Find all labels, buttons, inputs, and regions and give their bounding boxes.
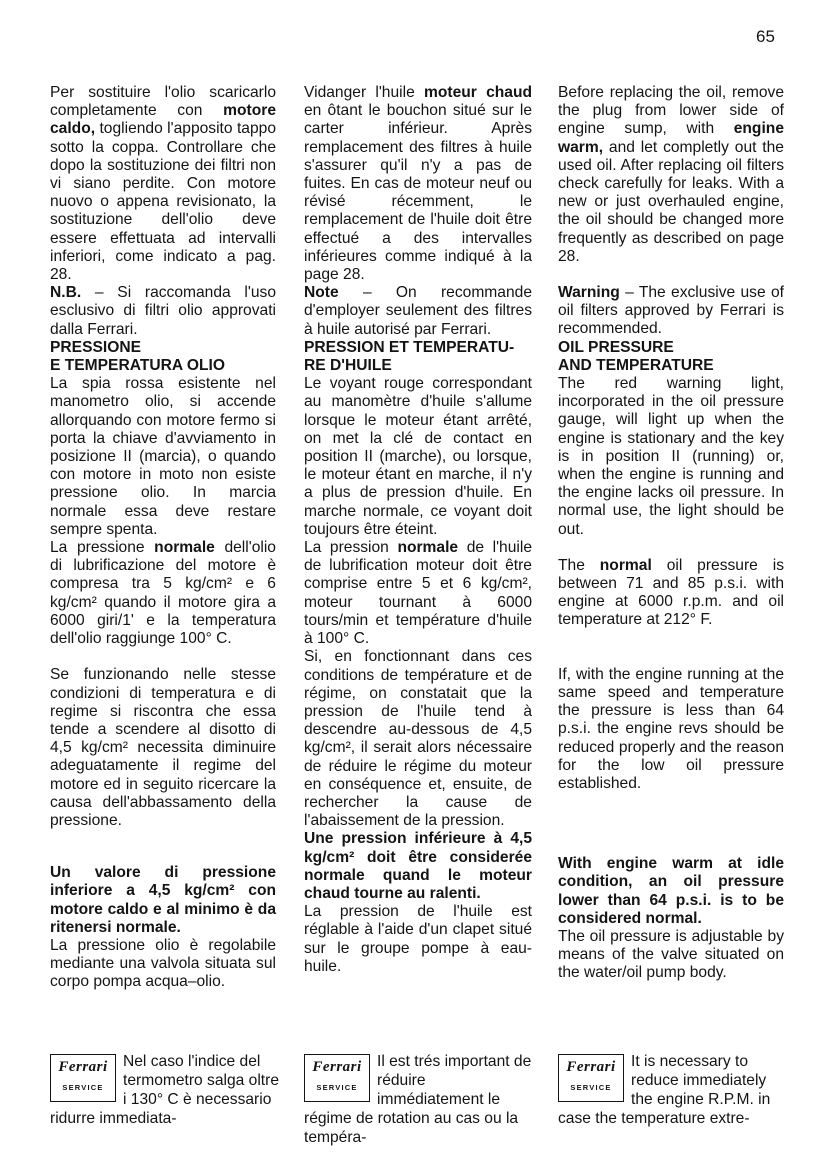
pressure-paragraph: The normal oil pressure is between 71 and 85 p.s.i. with engine at 6000 r.p.m. and oil temperature at 212° F. (558, 556, 785, 629)
adjustable-paragraph: La pression de l'huile est réglable à l'aide d'un clapet situé sur le groupe pompe à eau-huile. (304, 903, 532, 975)
pressure-paragraph: La pressione normale dell'olio di lubrificazione del motore è compresa tra 5 kg/cm² e 6 kg/cm² quando il motore gira a 6000 giri/1' e la temperatura dell'olio raggiunge 100° C. (50, 539, 276, 648)
section-heading: PRESSION ET TEMPERATU- RE D'HUILE (304, 338, 515, 375)
idle-note: With engine warm at idle condition, an oil pressure lower than 64 p.s.i. is to be considered normal. (558, 855, 784, 927)
oil-change-paragraph: Before replacing the oil, remove the plug from lower side of engine sump, with engine warm, and let completly out the used oil. After replacing oil filters check carefully for leaks. With a new or just overhauled engine, the oil should be changed more frequently as described on page 28. (558, 84, 784, 265)
ferrari-service-logo-icon: Ferrari SERVICE (304, 1054, 370, 1102)
service-note-english: Ferrari SERVICE It is necessary to reduce immediately the engine R.P.M. in case the temperature extre- (558, 1053, 771, 1127)
note-paragraph: Note – On recommande d'employer seulement des filtres à huile autorisé par Ferrari. (304, 284, 532, 338)
ferrari-service-logo-icon: Ferrari SERVICE (558, 1054, 624, 1102)
low-pressure-paragraph: Si, en fonctionnant dans ces conditions de température et de régime, on constatait que la pression de l'huile tend à descendre au-dessous de 4,5 kg/cm², il serait alors nécessaire de réduire le régime du moteur en conséquence et, ensuite, de rechercher la cause de l'abaissement de la pression. (304, 648, 532, 830)
section-heading: PRESSIONE E TEMPERATURA OLIO (50, 338, 225, 375)
warning-light-paragraph: La spia rossa esistente nel manometro olio, si accende allorquando con motore fermo si porta la chiave d'avviamento in posizione II (marcia), o quando con motore in moto non esiste pressione olio. In marcia normale essa deve restare sempre spenta. (50, 375, 276, 538)
adjustable-paragraph: The oil pressure is adjustable by means of the valve situated on the water/oil pump body. (558, 927, 784, 982)
italian-column (50, 84, 276, 992)
english-column (558, 84, 784, 983)
french-column (304, 84, 532, 976)
section-heading: OIL PRESSURE AND TEMPERATURE (558, 338, 714, 374)
idle-note: Une pression inférieure à 4,5 kg/cm² doit être considerée normale quand le moteur chaud tourne au ralenti. (304, 830, 532, 902)
ferrari-service-logo-icon: Ferrari SERVICE (50, 1054, 116, 1102)
low-pressure-paragraph: If, with the engine running at the same speed and temperature the pressure is less than 64 p.s.i. the engine revs should be reduced properly and the reason for the low oil pressure established. (558, 665, 784, 792)
service-note-french: Ferrari SERVICE Il est trés important de réduire immédiatement le régime de rotation au cas ou la tempéra- (304, 1053, 532, 1146)
oil-change-paragraph: Per sostituire l'olio scaricarlo completamente con motore caldo, togliendo l'apposito tappo sotto la coppa. Controllare che dopo la sostituzione dei filtri non vi siano perdite. Con motore nuovo o appena revisionato, la sostituzione dell'olio deve essere effettuata ad intervalli inferiori, come indicato a pag. 28. (50, 84, 276, 284)
nb-paragraph: N.B. – Si raccomanda l'uso esclusivo di filtri olio approvati dalla Ferrari. (50, 284, 276, 338)
pressure-paragraph: La pression normale de l'huile de lubrification moteur doit être comprise entre 5 et 6 kg/cm², moteur tournant à 6000 tours/min et température d'huile à 100° C. (304, 539, 532, 648)
low-pressure-paragraph: Se funzionando nelle stesse condizioni di temperatura e di regime si riscontra che essa tende a scendere al disotto di 4,5 kg/cm² necessita diminuire adeguatamente il regime del motore ed in seguito ricercare la causa dell'abbassamento della pressione. (50, 666, 276, 829)
idle-note: Un valore di pressione inferiore a 4,5 kg/cm² con motore caldo e al minimo è da ritenersi normale. (50, 864, 276, 936)
warning-light-paragraph: Le voyant rouge correspondant au manomètre d'huile s'allume lorsque le moteur étant arrêté, on met la clé de contact en position II (marche), ou lorsque, le moteur étant en marche, il n'y a plus de pression d'huile. En marche normale, ce voyant doit toujours être éteint. (304, 375, 532, 538)
adjustable-paragraph: La pressione olio è regolabile mediante una valvola situata sul corpo pompa acqua–olio. (50, 936, 276, 991)
service-note-italian: Ferrari SERVICE Nel caso l'indice del termometro salga oltre i 130° C è necessario ridurre immediata- (50, 1053, 279, 1127)
warning-light-paragraph: The red warning light, incorporated in the oil pressure gauge, will light up when the engine is stationary and the key is in position II (running) or, when the engine is running and the engine lacks oil pressure. In normal use, the light should be out. (558, 375, 784, 538)
oil-change-paragraph: Vidanger l'huile moteur chaud en ôtant le bouchon situé sur le carter inférieur. Après remplacement des filtres à huile s'assurer qu'il n'y a pas de fuites. En cas de moteur neuf ou révisé récemment, le remplacement de l'huile doit être effectué a des intervalles inférieures comme indiqué à la page 28. (304, 84, 532, 284)
page-number: 65 (756, 27, 775, 46)
warning-paragraph: Warning – The exclusive use of oil filters approved by Ferrari is recommended. (558, 284, 784, 338)
